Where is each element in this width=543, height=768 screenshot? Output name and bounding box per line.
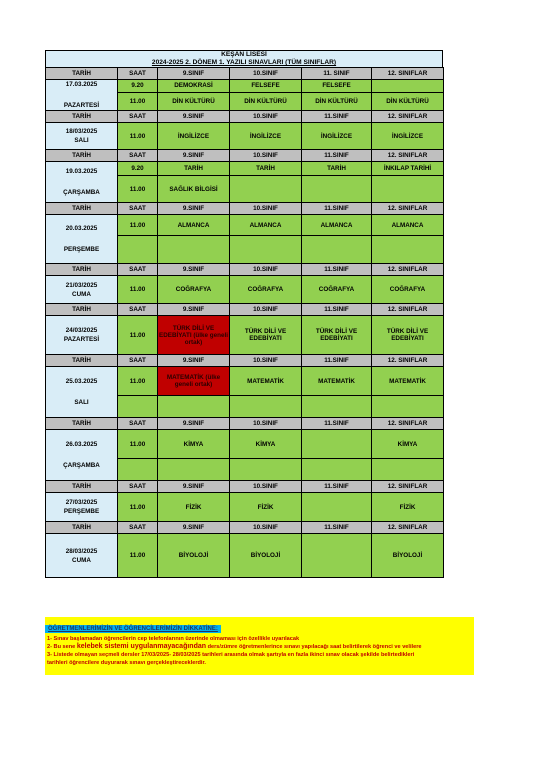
exam-date: 20.03.2025 <box>65 225 98 232</box>
header-cell: 9.SINIF <box>158 355 230 367</box>
note-line-2-end: ders/zümre öğretmenlerince sınavı yapılacağı saat belirtilerek öğrenci ve velilere <box>206 644 422 650</box>
header-cell: SAAT <box>118 355 158 367</box>
exam-weekday: PAZARTESİ <box>63 336 100 343</box>
header-cell: TARİH <box>46 264 118 276</box>
subject-cell <box>372 236 444 264</box>
exam-date: 19.03.2025 <box>65 168 98 175</box>
header-cell: 10.SINIF <box>230 481 302 493</box>
time-cell: 11.00 <box>118 215 158 236</box>
subject-cell: DİN KÜLTÜRÜ <box>158 92 230 110</box>
subject-cell: FİZİK <box>230 493 302 522</box>
subject-cell: FELSEFE <box>230 80 302 93</box>
subject-cell: İNGİLİZCE <box>230 123 302 150</box>
time-cell: 11.00 <box>118 534 158 578</box>
exam-row <box>46 276 444 304</box>
header-cell: 10.SINIF <box>230 150 302 162</box>
subject-cell: TARİH <box>230 162 302 176</box>
time-cell: 9.20 <box>118 162 158 176</box>
date-cell <box>46 493 118 522</box>
subject-cell: MATEMATİK <box>302 367 372 396</box>
subject-cell: DİN KÜLTÜRÜ <box>302 92 372 110</box>
subject-cell: COĞRAFYA <box>302 276 372 304</box>
subject-cell: KİMYA <box>372 430 444 459</box>
subject-cell: TÜRK DİLİ VE EDEBİYATI <box>372 316 444 355</box>
date-cell <box>46 80 118 111</box>
subject-cell: ALMANCA <box>158 215 230 236</box>
notes-box <box>45 617 474 675</box>
header-cell: 12. SINIFLAR <box>372 355 444 367</box>
exam-date: 18/03/2025 <box>65 128 98 135</box>
time-cell: 11.00 <box>118 276 158 304</box>
header-cell: SAAT <box>118 111 158 123</box>
exam-row <box>46 80 444 93</box>
exam-schedule-sheet <box>45 50 443 578</box>
header-cell: 10.SINIF <box>230 355 302 367</box>
header-row <box>46 203 444 215</box>
exam-row <box>46 162 444 176</box>
header-cell: 10.SINIF <box>230 203 302 215</box>
header-cell: 11.SINIF <box>302 481 372 493</box>
header-cell: 10.SINIF <box>230 522 302 534</box>
subject-cell <box>372 396 444 418</box>
subject-cell <box>158 459 230 481</box>
subject-cell: BİYOLOJİ <box>230 534 302 578</box>
notes-heading: ÖĞRETMENLERİMİZİN VE ÖĞRENCİLERİMİZİN DİKKATİNE: <box>45 625 221 633</box>
header-cell: 12. SINIFLAR <box>372 111 444 123</box>
subject-cell: SAĞLIK BİLGİSİ <box>158 176 230 203</box>
exam-date: 24/03/2025 <box>65 327 98 334</box>
header-cell: 12. SINIFLAR <box>372 150 444 162</box>
exam-row <box>46 534 444 578</box>
date-cell <box>46 215 118 264</box>
header-cell: 9.SINIF <box>158 68 230 80</box>
subject-cell: TÜRK DİLİ VE EDEBİYATI (ülke geneli ortak) <box>158 316 230 355</box>
date-cell <box>46 430 118 481</box>
header-cell: 12. SINIFLAR <box>372 418 444 430</box>
exam-weekday: ÇARŞAMBA <box>63 189 100 196</box>
subject-cell <box>230 236 302 264</box>
subject-cell <box>158 396 230 418</box>
exam-date: 27/03/2025 <box>65 499 98 506</box>
subject-cell: COĞRAFYA <box>372 276 444 304</box>
subject-cell: DİN KÜLTÜRÜ <box>230 92 302 110</box>
subject-cell: KİMYA <box>158 430 230 459</box>
subject-cell: MATEMATİK <box>372 367 444 396</box>
subject-cell: MATEMATİK <box>230 367 302 396</box>
header-cell: 9.SINIF <box>158 203 230 215</box>
header-cell: SAAT <box>118 522 158 534</box>
exam-weekday: PERŞEMBE <box>63 508 100 515</box>
exam-date: 17.03.2025 <box>65 81 98 88</box>
exam-weekday: PERŞEMBE <box>63 246 100 253</box>
subject-cell: TARİH <box>302 162 372 176</box>
header-cell: 12. SINIFLAR <box>372 68 444 80</box>
header-cell: 12. SINIFLAR <box>372 522 444 534</box>
subject-cell: BİYOLOJİ <box>158 534 230 578</box>
subject-cell: ALMANCA <box>230 215 302 236</box>
subject-cell <box>302 459 372 481</box>
note-line-1: 1- Sınav başlamadan öğrencilerin cep telefonlarının üzerinde olmaması için özellikle uyarılacak <box>47 636 300 642</box>
subject-cell <box>302 236 372 264</box>
header-cell: 10.SINIF <box>230 111 302 123</box>
date-cell <box>46 162 118 203</box>
exam-weekday: PAZARTESİ <box>63 102 100 109</box>
header-cell: SAAT <box>118 68 158 80</box>
header-cell: 11.SINIF <box>302 355 372 367</box>
subject-cell: ALMANCA <box>372 215 444 236</box>
time-cell: 9.20 <box>118 80 158 93</box>
subject-cell <box>230 396 302 418</box>
note-line-4: tarihleri öğrencilere duyurarak sınavı gerçekleştireceklerdir. <box>47 660 206 666</box>
time-cell: 11.00 <box>118 123 158 150</box>
subject-cell: İNGİLİZCE <box>302 123 372 150</box>
header-cell: TARİH <box>46 418 118 430</box>
subject-cell: BİYOLOJİ <box>372 534 444 578</box>
time-cell <box>118 459 158 481</box>
exam-date: 21/03/2025 <box>65 281 98 289</box>
subject-cell: İNKILAP TARİHİ <box>372 162 444 176</box>
header-cell: SAAT <box>118 418 158 430</box>
time-cell <box>118 236 158 264</box>
note-line-3: 3- Listede olmayan seçmeli dersler 17/03/2025- 28/03/2025 tarihleri arasında olmak şartıyla en fazla ikinci sınav olacak şekilde belirtedikleri <box>47 652 415 658</box>
header-row <box>46 304 444 316</box>
exam-row <box>46 493 444 522</box>
subject-cell: İNGİLİZCE <box>158 123 230 150</box>
exam-weekday: CUMA <box>72 556 91 564</box>
date-cell <box>46 367 118 418</box>
header-row <box>46 264 444 276</box>
exam-row <box>46 215 444 236</box>
time-cell: 11.00 <box>118 493 158 522</box>
header-cell: 12. SINIFLAR <box>372 203 444 215</box>
schedule-subtitle: 2024-2025 2. DÖNEM 1. YAZILI SINAVLARI (TÜM SINIFLAR) <box>151 59 337 66</box>
time-cell: 11.00 <box>118 367 158 396</box>
date-cell <box>46 534 118 578</box>
exam-weekday: ÇARŞAMBA <box>63 462 100 469</box>
subject-cell <box>302 176 372 203</box>
header-cell: SAAT <box>118 264 158 276</box>
header-cell: 11.SINIF <box>302 264 372 276</box>
header-cell: 12. SINIFLAR <box>372 264 444 276</box>
subject-cell <box>302 534 372 578</box>
header-cell: 11.SINIF <box>302 418 372 430</box>
time-cell: 11.00 <box>118 92 158 110</box>
header-row <box>46 111 444 123</box>
header-cell: 9.SINIF <box>158 150 230 162</box>
subject-cell: DİN KÜLTÜRÜ <box>372 92 444 110</box>
note-line-2 <box>45 643 474 651</box>
subject-cell <box>372 459 444 481</box>
subject-cell: TÜRK DİLİ VE EDEBİYATI <box>302 316 372 355</box>
note-line-2-start: 2- Bu sene <box>47 644 77 650</box>
exam-row <box>46 316 444 355</box>
schedule-table <box>45 67 444 578</box>
header-cell: 12. SINIFLAR <box>372 481 444 493</box>
header-cell: 9.SINIF <box>158 418 230 430</box>
subject-cell: FELSEFE <box>302 80 372 93</box>
schedule-title <box>45 50 443 67</box>
header-cell: TARİH <box>46 68 118 80</box>
header-cell: TARİH <box>46 150 118 162</box>
subject-cell: ALMANCA <box>302 215 372 236</box>
header-cell: TARİH <box>46 522 118 534</box>
exam-weekday: CUMA <box>72 290 91 298</box>
subject-cell <box>372 176 444 203</box>
header-row <box>46 481 444 493</box>
header-row <box>46 68 444 80</box>
header-cell: TARİH <box>46 304 118 316</box>
header-row <box>46 355 444 367</box>
subject-cell: COĞRAFYA <box>158 276 230 304</box>
exam-date: 26.03.2025 <box>65 441 98 448</box>
time-cell <box>118 396 158 418</box>
header-row <box>46 522 444 534</box>
header-cell: 10.SINIF <box>230 304 302 316</box>
header-cell: SAAT <box>118 150 158 162</box>
exam-row <box>46 123 444 150</box>
subject-cell: MATEMATİK (ülke geneli ortak) <box>158 367 230 396</box>
header-row <box>46 150 444 162</box>
subject-cell: KİMYA <box>230 430 302 459</box>
time-cell: 11.00 <box>118 316 158 355</box>
subject-cell <box>230 459 302 481</box>
header-cell: TARİH <box>46 481 118 493</box>
subject-cell: FİZİK <box>158 493 230 522</box>
header-cell: 9.SINIF <box>158 304 230 316</box>
exam-row <box>46 430 444 459</box>
subject-cell <box>230 176 302 203</box>
subject-cell: TÜRK DİLİ VE EDEBİYATI <box>230 316 302 355</box>
header-cell: 10.SINIF <box>230 264 302 276</box>
header-cell: TARİH <box>46 203 118 215</box>
subject-cell <box>302 396 372 418</box>
date-cell <box>46 316 118 355</box>
date-cell <box>46 123 118 150</box>
header-cell: 10.SINIF <box>230 418 302 430</box>
subject-cell <box>302 493 372 522</box>
header-cell: SAAT <box>118 304 158 316</box>
header-cell: 9.SINIF <box>158 522 230 534</box>
subject-cell: DEMOKRASİ <box>158 80 230 93</box>
header-cell: SAAT <box>118 481 158 493</box>
header-cell: 11.SINIF <box>302 203 372 215</box>
subject-cell: İNGİLİZCE <box>372 123 444 150</box>
header-cell: 9.SINIF <box>158 111 230 123</box>
header-cell: 9.SINIF <box>158 264 230 276</box>
header-cell: TARİH <box>46 111 118 123</box>
subject-cell: FİZİK <box>372 493 444 522</box>
exam-weekday: SALI <box>74 399 89 406</box>
header-cell: TARİH <box>46 355 118 367</box>
subject-cell: COĞRAFYA <box>230 276 302 304</box>
date-cell <box>46 276 118 304</box>
header-cell: 11.SINIF <box>302 150 372 162</box>
header-cell: 12. SINIFLAR <box>372 304 444 316</box>
header-cell: 10.SINIF <box>230 68 302 80</box>
header-cell: 9.SINIF <box>158 481 230 493</box>
header-cell: 11. SINIF <box>302 68 372 80</box>
time-cell: 11.00 <box>118 176 158 203</box>
header-row <box>46 418 444 430</box>
subject-cell <box>158 236 230 264</box>
exam-weekday: SALI <box>74 137 89 144</box>
exam-date: 25.03.2025 <box>65 378 98 385</box>
header-cell: SAAT <box>118 203 158 215</box>
note-line-2-highlight: kelebek sistemi uygulanmayacağından <box>76 643 207 650</box>
subject-cell <box>372 80 444 93</box>
school-name: KEŞAN LİSESİ <box>221 51 267 58</box>
subject-cell: TARİH <box>158 162 230 176</box>
header-cell: 11.SINIF <box>302 111 372 123</box>
header-cell: 11.SINIF <box>302 304 372 316</box>
header-cell: 11.SINIF <box>302 522 372 534</box>
exam-row <box>46 367 444 396</box>
subject-cell <box>302 430 372 459</box>
exam-date: 28/03/2025 <box>65 547 98 555</box>
time-cell: 11.00 <box>118 430 158 459</box>
